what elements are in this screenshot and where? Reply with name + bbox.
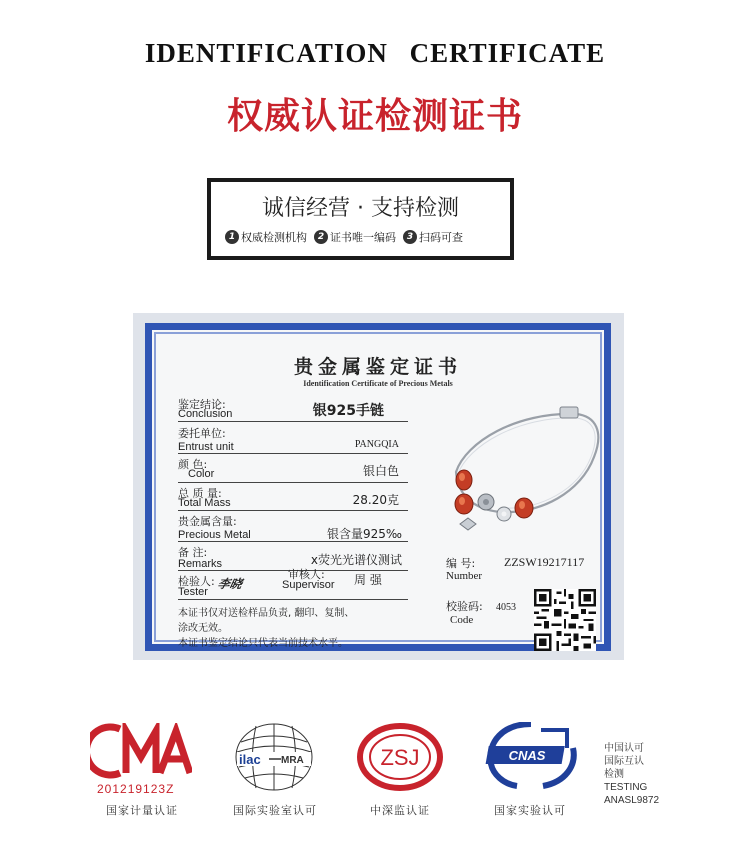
code-label-en: Code: [450, 614, 474, 626]
testing-line: 中国认可: [604, 743, 644, 754]
cma-number: 201219123Z: [97, 782, 175, 796]
conclusion-label-en: Conclusion: [178, 408, 233, 420]
cma-caption: 国家计量认证: [106, 804, 178, 817]
tester-label-en: Tester: [178, 586, 208, 598]
ilac-caption: 国际实验室认可: [233, 804, 317, 817]
row-divider: [178, 541, 408, 542]
remarks-label-en: Remarks: [178, 558, 223, 570]
banner-feature-label: 证书唯一编码: [330, 231, 396, 244]
testing-line: TESTING: [604, 782, 648, 793]
banner-feature: [225, 229, 307, 245]
certificate-photo: [133, 313, 624, 660]
qr-code-icon[interactable]: [534, 589, 596, 651]
mass-label-en: Total Mass: [178, 497, 231, 509]
color-label-cn: 颜 色:: [178, 458, 208, 471]
cnas-logo: [483, 722, 579, 790]
mass-label-cn: 总 质 量:: [178, 487, 222, 500]
metal-label-en: Precious Metal: [178, 529, 251, 541]
number-badge-icon: 1: [225, 230, 239, 244]
metal-value: 银含量925‰: [326, 527, 402, 541]
cnas-caption: 国家实验认可: [494, 804, 566, 817]
zsj-caption: 中深监认证: [370, 804, 430, 817]
bracelet-image: [446, 402, 606, 532]
mass-value: 28.20克: [352, 493, 399, 507]
color-value: 银白色: [362, 464, 399, 478]
number-label-en: Number: [446, 570, 483, 582]
english-title: IDENTIFICATION CERTIFICATE: [144, 38, 606, 68]
conclusion-value: 银925手链: [312, 403, 384, 419]
remarks-value: x荧光光谱仪测试: [310, 553, 402, 567]
code-label-cn: 校验码:: [446, 600, 483, 613]
banner-feature: [314, 229, 396, 245]
testing-line: ANASL9872: [604, 795, 660, 806]
banner-feature-label: 权威检测机构: [241, 231, 307, 244]
row-divider: [178, 421, 408, 422]
tester-label-cn: 检验人:: [178, 575, 215, 588]
number-badge-icon: 2: [314, 230, 328, 244]
supervisor-label-cn: 审核人:: [288, 568, 325, 581]
banner-main-text: 诚信经营 · 支持检测: [262, 196, 459, 221]
testing-line: 检测: [604, 769, 624, 780]
banner-feature-label: 扫码可查: [419, 231, 463, 244]
supervisor-signature: 周 强: [354, 573, 382, 587]
certificate-title: 贵金属鉴定证书: [293, 356, 462, 378]
tester-signature: 李晓: [216, 577, 244, 591]
chinese-title: 权威认证检测证书: [226, 96, 523, 137]
number-label-cn: 编 号:: [446, 557, 476, 570]
row-divider: [178, 482, 408, 483]
certificate-subtitle: Identification Certificate of Precious Metals: [303, 379, 453, 388]
zsj-logo: [355, 722, 445, 792]
note-line: 本证书鉴定结论只代表当前技术水平。: [178, 638, 348, 649]
metal-label-cn: 贵金属含量:: [178, 515, 237, 528]
note-line: 涂改无效。: [178, 623, 228, 634]
row-divider: [178, 599, 408, 600]
verification-code: 4053: [496, 602, 516, 613]
entrust-label-en: Entrust unit: [178, 441, 234, 453]
entrust-label-cn: 委托单位:: [178, 427, 226, 440]
number-badge-icon: 3: [403, 230, 417, 244]
cma-logo: [90, 723, 192, 779]
row-divider: [178, 453, 408, 454]
row-divider: [178, 510, 408, 511]
mra-text: MRA: [281, 755, 304, 766]
entrust-value: PANGQIA: [354, 439, 399, 450]
banner-features: [225, 229, 502, 245]
certificate-number: ZZSW19217117: [504, 555, 585, 569]
trust-banner: [207, 178, 514, 260]
cnas-text: CNAS: [508, 748, 546, 763]
banner-feature: [403, 229, 463, 245]
testing-line: 国际互认: [604, 756, 644, 767]
testing-accreditation-text: [604, 742, 659, 807]
ilac-logo: [231, 722, 317, 792]
certificate-card: [145, 323, 611, 651]
supervisor-label-en: Supervisor: [282, 579, 335, 591]
zsj-text: ZSJ: [380, 745, 420, 770]
conclusion-label-cn: 鉴定结论:: [178, 398, 226, 411]
ilac-text: ilac: [239, 752, 261, 767]
remarks-label-cn: 备 注:: [178, 546, 208, 559]
color-label-en: Color: [188, 468, 215, 480]
note-line: 本证书仅对送检样品负责, 翻印、复制、: [178, 608, 355, 619]
